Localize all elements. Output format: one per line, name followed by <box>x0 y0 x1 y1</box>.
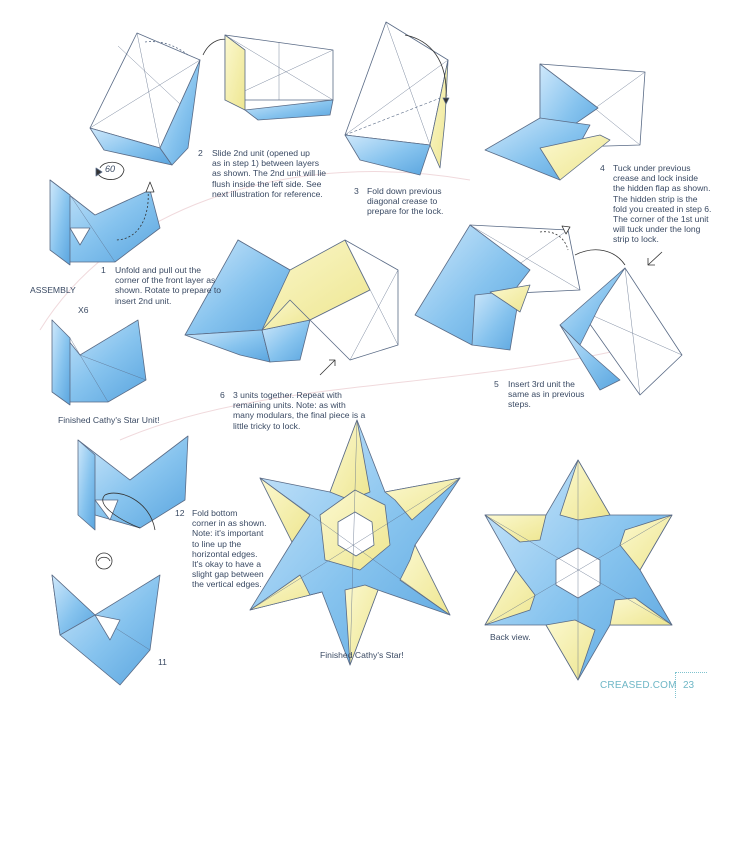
diagram-step2-unit-left <box>90 33 200 165</box>
page-number: 23 <box>683 680 695 691</box>
step-2-number: 2 <box>198 148 203 158</box>
footer-top-rule <box>675 672 707 673</box>
diagram-step3-unit <box>345 22 449 175</box>
step-11-number: 11 <box>158 657 167 667</box>
rotate-badge-label: 60 <box>105 164 116 174</box>
caption-finished-star: Finished Cathy's Star! <box>320 650 404 660</box>
diagram-step5-left <box>415 225 580 350</box>
step-5-text: Insert 3rd unit the same as in previous steps. <box>508 379 585 410</box>
step-4-number: 4 <box>600 163 605 173</box>
arrow-step5-curve <box>575 250 625 265</box>
diagram-step1-unit <box>50 180 160 265</box>
step-12-number: 12 <box>175 508 185 518</box>
diagram-back-view-star <box>485 460 672 680</box>
step-5-number: 5 <box>494 379 499 389</box>
arrow-step6-icon <box>320 360 335 375</box>
step-12-text: Fold bottom corner in as shown. Note: it's important to line up the horizontal edges. It's okay to have a slight gap between the vertical edges. <box>192 508 267 590</box>
step-3-text: Fold down previous diagonal crease to prepare for the lock. <box>367 186 444 217</box>
diagram-step11-unit <box>52 575 160 685</box>
diagram-finished-star <box>250 420 460 665</box>
step-3-number: 3 <box>354 186 359 196</box>
step-6-text: 3 units together. Repeat with remaining units. Note: as with many modulars, the final piece is a little tricky to lock. <box>233 390 366 431</box>
step-1-number: 1 <box>101 265 106 275</box>
step-6-number: 6 <box>220 390 225 400</box>
step-2-text: Slide 2nd unit (opened up as in step 1) between layers as shown. The 2nd unit will lie flush inside the left side. See next illustration for reference. <box>212 148 327 199</box>
caption-back-view: Back view. <box>490 632 531 642</box>
diagram-step12-unit <box>78 436 188 530</box>
step-1-text: Unfold and pull out the corner of the front layer as shown. Rotate to prepare to insert 2nd unit. <box>115 265 222 306</box>
arrow-step2-curve <box>203 39 228 55</box>
step-4-text: Tuck under previous crease and lock inside the hidden flap as shown. The hidden strip is the fold you created in step 6. The corner of the 1st unit will tuck under the long strip to lock. <box>613 163 712 245</box>
multiplier-label: X6 <box>78 305 89 315</box>
caption-finished-unit: Finished Cathy's Star Unit! <box>58 415 160 425</box>
assembly-label: ASSEMBLY <box>30 285 76 295</box>
brand-footer: CREASED.COM <box>600 680 677 691</box>
fold-loop-icon <box>96 553 112 569</box>
diagram-step2-unit-right <box>225 35 333 120</box>
diagram-finished-unit <box>52 320 146 405</box>
arrow-step5-icon <box>648 252 662 265</box>
